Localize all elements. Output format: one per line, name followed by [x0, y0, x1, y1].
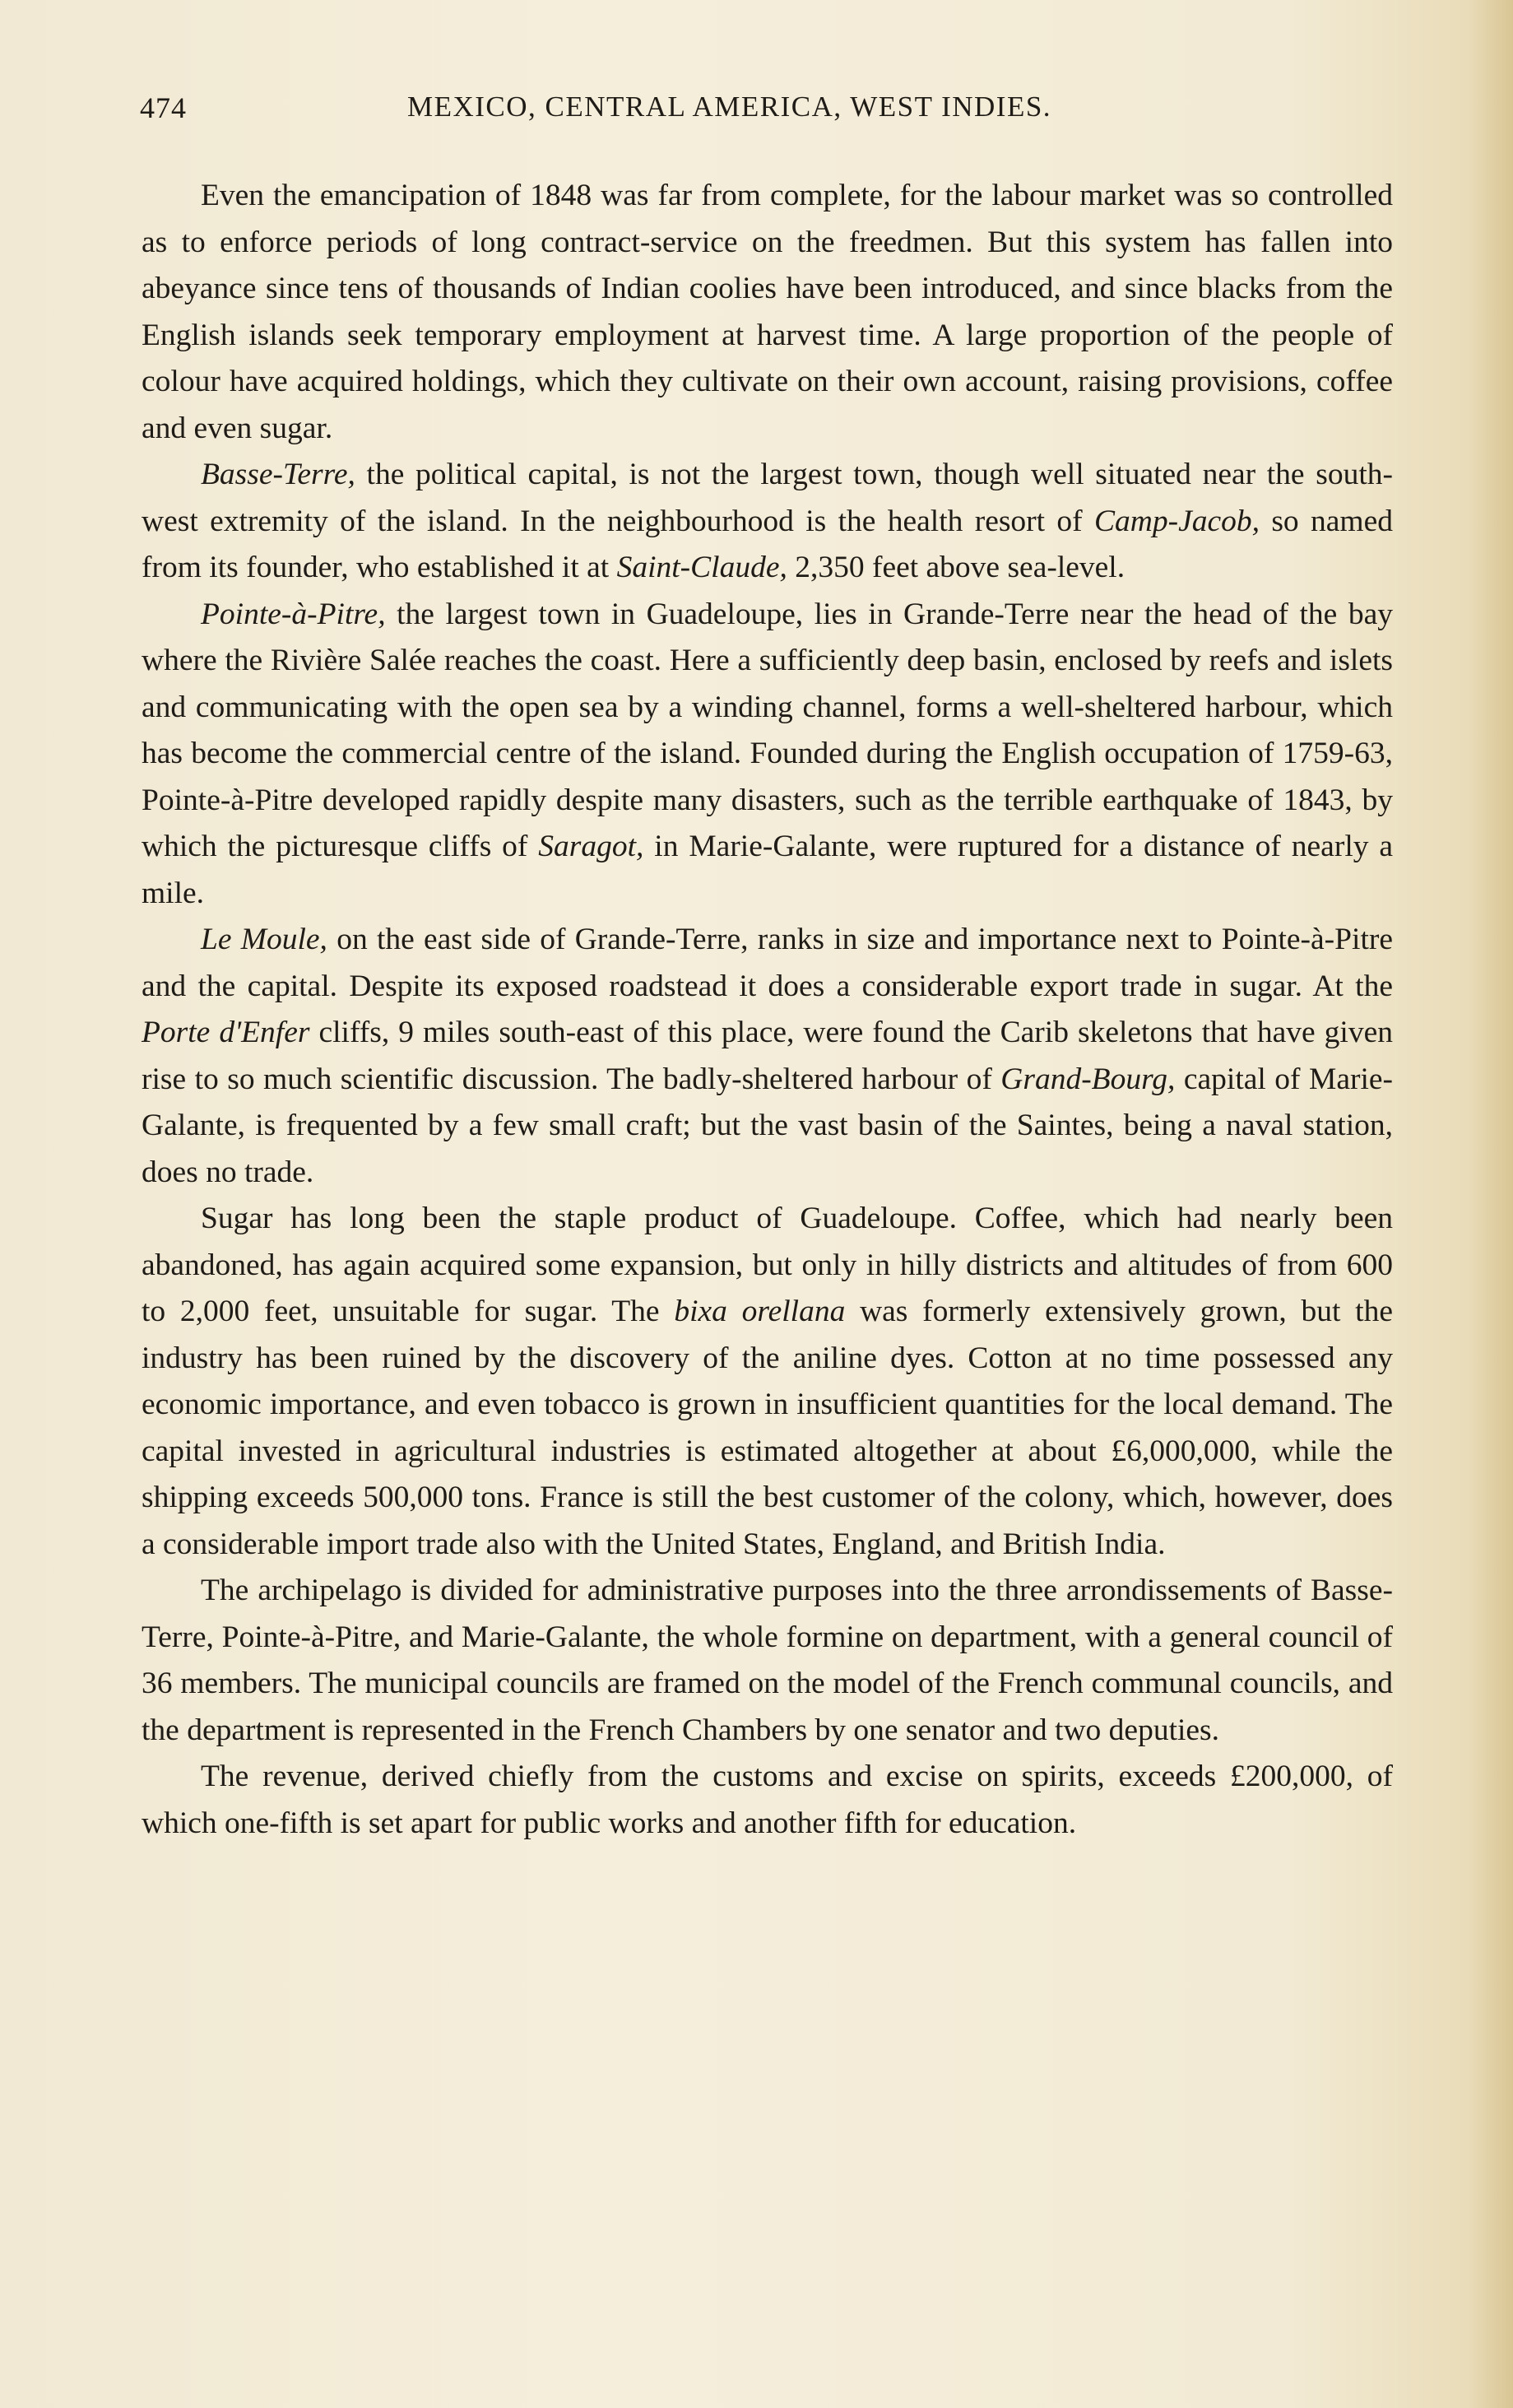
paragraph-sugar: Sugar has long been the staple product of Guadeloupe. Coffee, which had nearly been abandoned, has again acquired some expansion, but only in hilly districts and altitudes of from 600 to 2,000 feet, unsuitable for sugar. The bixa orellana was formerly extensively grown, but the industry has been ruined by the discovery of the aniline dyes. Cotton at no time possessed any economic importance, and even tobacco is grown in insufficient quantities for the local demand. The capital invested in agricultural industries is estimated altogether at about £6,000,000, while the shipping exceeds 500,000 tons. France is still the best customer of the colony, which, however, does a considerable import trade also with the United States, England, and British India. [142, 1202, 1393, 1561]
paragraph-basse-terre: Basse-Terre, the political capital, is not the largest town, though well situated near the south-west extremity of the island. In the neighbourhood is the health resort of Camp-Jacob, so named from its founder, who established it at Saint-Claude, 2,350 feet above sea-level. [142, 458, 1393, 584]
place-name-porte-d-enfer: Porte d'Enfer [142, 1016, 310, 1049]
place-name-saragot: Saragot, [538, 830, 644, 863]
paragraph-le-moule: Le Moule, on the east side of Grande-Terre, ranks in size and importance next to Pointe-à-Pitre and the capital. Despite its exposed roadstead it does a considerable export trade in sugar. At the Porte d'Enfer cliffs, 9 miles south-east of this place, were found the Carib skeletons that have given rise to so much scientific discussion. The badly-sheltered harbour of Grand-Bourg, capital of Marie-Galante, is frequented by a few small craft; but the vast basin of the Saintes, being a naval station, does no trade. [142, 923, 1393, 1189]
running-title: MEXICO, CENTRAL AMERICA, WEST INDIES. [407, 91, 1052, 123]
place-name-basse-terre: Basse-Terre, [201, 458, 355, 491]
place-name-saint-claude: Saint-Claude, [616, 551, 787, 584]
place-name-le-moule: Le Moule, [201, 923, 327, 956]
place-name-grand-bourg: Grand-Bourg, [1000, 1062, 1176, 1096]
place-name-camp-jacob: Camp-Jacob, [1094, 504, 1260, 538]
paragraph-revenue: The revenue, derived chiefly from the customs and excise on spirits, exceeds £200,000, of which one-fifth is set apart for public works and another fifth for education. [142, 1760, 1393, 1840]
species-name-bixa-orellana: bixa orellana [674, 1295, 846, 1328]
page-header [140, 91, 1414, 140]
paragraph-emancipation: Even the emancipation of 1848 was far from complete, for the labour market was so controlled as to enforce periods of long contract-service on the freedmen. But this system has fallen into abeyance since tens of thousands of Indian coolies have been introduced, and since blacks from the English islands seek temporary employment at harvest time. A large proportion of the people of colour have acquired holdings, which they cultivate on their own account, raising provisions, coffee and even sugar. [142, 179, 1393, 445]
page-number: 474 [140, 91, 187, 124]
paragraph-administration: The archipelago is divided for administrative purposes into the three arrondissements of Basse-Terre, Pointe-à-Pitre, and Marie-Galante, the whole formine on department, with a general council of 36 members. The municipal councils are framed on the model of the French communal councils, and the department is represented in the French Chambers by one senator and two deputies. [142, 1574, 1393, 1747]
paragraph-pointe-a-pitre: Pointe-à-Pitre, the largest town in Guadeloupe, lies in Grande-Terre near the head of the bay where the Rivière Salée reaches the coast. Here a sufficiently deep basin, enclosed by reefs and islets and communicating with the open sea by a winding channel, forms a well-sheltered harbour, which has become the commercial centre of the island. Founded during the English occupation of 1759-63, Pointe-à-Pitre developed rapidly despite many disasters, such as the terrible earthquake of 1843, by which the picturesque cliffs of Saragot, in Marie-Galante, were ruptured for a distance of nearly a mile. [142, 597, 1393, 910]
body-text [142, 173, 1393, 1847]
place-name-pointe-a-pitre: Pointe-à-Pitre, [201, 597, 386, 631]
